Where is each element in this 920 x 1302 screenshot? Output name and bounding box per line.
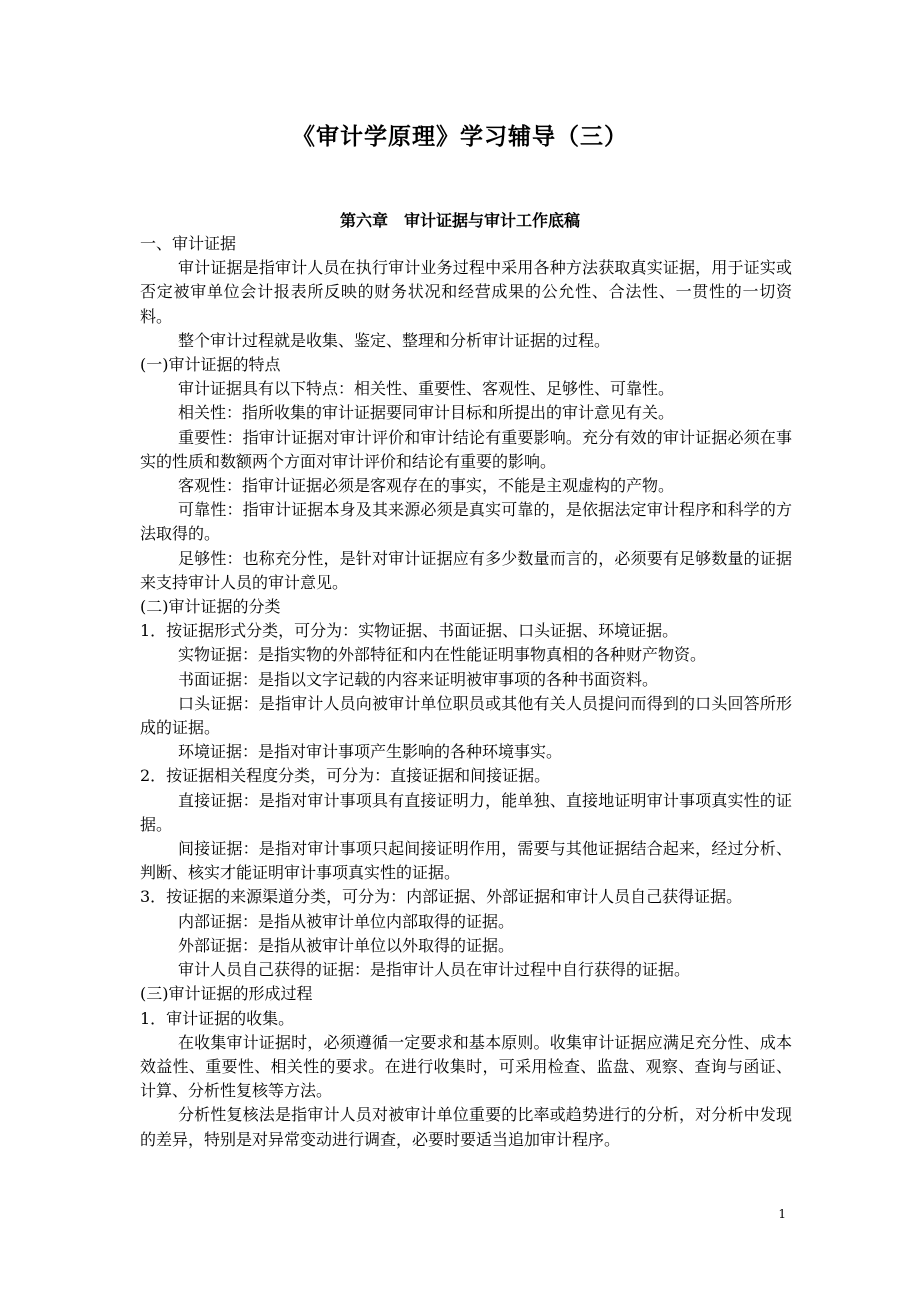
paragraph: 审计证据具有以下特点：相关性、重要性、客观性、足够性、可靠性。 [178, 379, 675, 399]
document-body [140, 232, 792, 1152]
paragraph: 直接证据：是指对审计事项具有直接证明力，能单独、直接地证明审计事项真实性的证据。 [140, 790, 792, 834]
paragraph: 间接证据：是指对审计事项只起间接证明作用，需要与其他证据结合起来，经过分析、判断、核实才能证明审计事项真实性的证据。 [140, 839, 792, 883]
paragraph: 可靠性：指审计证据本身及其来源必须是真实可靠的，是依据法定审计程序和科学的方法取得的。 [140, 500, 792, 544]
paragraph: 重要性：指审计证据对审计评价和审计结论有重要影响。充分有效的审计证据必须在事实的性质和数额两个方面对审计评价和结论有重要的影响。 [140, 427, 792, 471]
paragraph: 书面证据：是指以文字记载的内容来证明被审事项的各种书面资料。 [178, 669, 659, 689]
numbered-item: 1．审计证据的收集。 [140, 1008, 295, 1028]
paragraph: 相关性：指所收集的审计证据要同审计目标和所提出的审计意见有关。 [178, 403, 675, 423]
paragraph: 整个审计过程就是收集、鉴定、整理和分析审计证据的过程。 [178, 330, 611, 350]
document-title: 《审计学原理》学习辅导（三） [292, 124, 628, 150]
paragraph: 审计人员自己获得的证据：是指审计人员在审计过程中自行获得的证据。 [178, 960, 691, 980]
numbered-item: 2．按证据相关程度分类，可分为：直接证据和间接证据。 [140, 766, 551, 786]
paragraph: 外部证据：是指从被审计单位以外取得的证据。 [178, 935, 515, 955]
subsection-heading: (三)审计证据的形成过程 [140, 984, 313, 1004]
section-heading: 一、审计证据 [140, 234, 237, 253]
paragraph: 客观性：指审计证据必须是客观存在的事实，不能是主观虚构的产物。 [178, 476, 675, 496]
chapter-title: 第六章 审计证据与审计工作底稿 [339, 211, 580, 230]
paragraph: 足够性：也称充分性，是针对审计证据应有多少数量而言的，必须要有足够数量的证据来支持审计人员的审计意见。 [140, 548, 792, 592]
numbered-item: 3．按证据的来源渠道分类，可分为：内部证据、外部证据和审计人员自己获得证据。 [140, 887, 743, 907]
subsection-heading: (二)审计证据的分类 [140, 597, 281, 617]
paragraph: 环境证据：是指对审计事项产生影响的各种环境事实。 [178, 742, 563, 762]
paragraph: 审计证据是指审计人员在执行审计业务过程中采用各种方法获取真实证据，用于证实或否定被审单位会计报表所反映的财务状况和经营成果的公允性、合法性、一贯性的一切资料。 [140, 258, 792, 326]
numbered-item: 1．按证据形式分类，可分为：实物证据、书面证据、口头证据、环境证据。 [140, 621, 679, 641]
paragraph: 在收集审计证据时，必须遵循一定要求和基本原则。收集审计证据应满足充分性、成本效益性、重要性、相关性的要求。在进行收集时，可采用检查、监盘、观察、查询与函证、计算、分析性复核等方法。 [140, 1032, 792, 1101]
paragraph: 实物证据：是指实物的外部特征和内在性能证明事物真相的各种财产物资。 [178, 645, 707, 665]
paragraph: 分析性复核法是指审计人员对被审计单位重要的比率或趋势进行的分析，对分析中发现的差异，特别是对异常变动进行调查，必要时要适当追加审计程序。 [140, 1105, 792, 1149]
paragraph: 内部证据：是指从被审计单位内部取得的证据。 [178, 911, 515, 931]
paragraph: 口头证据：是指审计人员向被审计单位职员或其他有关人员提问而得到的口头回答所形成的证据。 [140, 693, 792, 738]
page-number: 1 [778, 1207, 786, 1221]
subsection-heading: (一)审计证据的特点 [140, 355, 281, 375]
